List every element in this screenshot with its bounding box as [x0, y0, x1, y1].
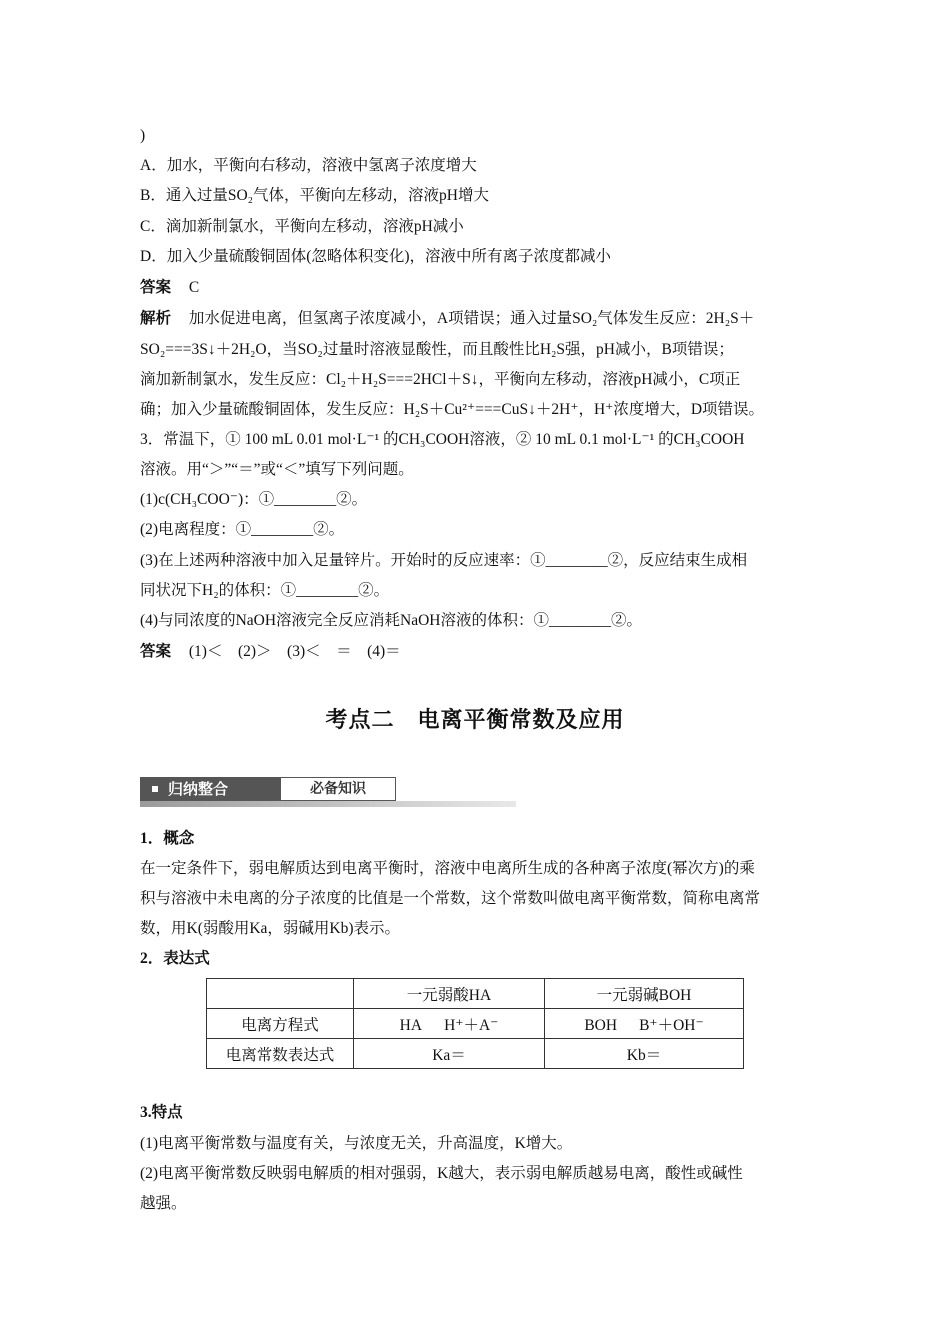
- table-header-cell: 一元弱酸HA: [354, 979, 545, 1009]
- analysis-line-2: SO₂===3S↓＋2H₂O，当SO₂过量时溶液显酸性，而且酸性比H₂S强，pH减小，B项错误；: [140, 341, 734, 358]
- answer-value: C: [188, 279, 200, 296]
- banner-main: [140, 777, 280, 801]
- table-header-cell: 一元弱碱BOH: [545, 979, 744, 1009]
- banner-main-label: 归纳整合: [168, 780, 229, 798]
- q3-sub-3-line-2: 同状况下H₂的体积：①________②。: [140, 582, 390, 599]
- banner-tag: 必备知识: [280, 777, 396, 801]
- table-row: [207, 1039, 744, 1069]
- concept-heading: 1．概念: [140, 830, 195, 847]
- acid-constant: Ka＝: [354, 1039, 545, 1069]
- answer-label: 答案: [140, 643, 172, 660]
- acid-equation: [354, 1009, 545, 1039]
- option-d: D．加入少量硫酸铜固体(忽略体积变化)，溶液中所有离子浓度都减小: [140, 248, 612, 265]
- acid-right: H⁺＋A⁻: [444, 1016, 499, 1034]
- concept-line-1: 在一定条件下，弱电解质达到电离平衡时，溶液中电离所生成的各种离子浓度(幂次方)的乘: [140, 860, 755, 877]
- option-c: C．滴加新制氯水，平衡向左移动，溶液pH减小: [140, 218, 464, 235]
- concept-line-3: 数，用K(弱酸用Ka，弱碱用Kb)表示。: [140, 920, 401, 937]
- question-paren: ): [140, 127, 146, 144]
- answer-line-q2: [140, 278, 199, 298]
- base-left: BOH: [584, 1016, 618, 1034]
- acid-left: HA: [399, 1016, 423, 1034]
- base-constant: Kb＝: [545, 1039, 744, 1069]
- answer-value: (1)＜ (2)＞ (3)＜ ＝ (4)＝: [188, 643, 401, 660]
- row-label: 电离常数表达式: [207, 1039, 354, 1069]
- table-header-row: [207, 979, 744, 1009]
- analysis-text-1: 加水促进电离，但氢离子浓度减小，A项错误；通入过量SO₂气体发生反应：2H₂S＋: [188, 310, 755, 327]
- feature-item-2-line-1: (2)电离平衡常数反映弱电解质的相对强弱，K越大，表示弱电解质越易电离，酸性或碱性: [140, 1165, 743, 1182]
- feature-item-2-line-2: 越强。: [140, 1195, 187, 1212]
- section-banner: [140, 777, 516, 807]
- q3-stem-2: 溶液。用“＞”“＝”或“＜”填写下列问题。: [140, 461, 414, 478]
- option-b: B．通入过量SO₂气体，平衡向左移动，溶液pH增大: [140, 187, 490, 204]
- square-bullet-icon: [152, 786, 158, 792]
- banner-underline: [140, 801, 516, 807]
- analysis-line-1: [140, 309, 754, 329]
- concept-line-2: 积与溶液中未电离的分子浓度的比值是一个常数，这个常数叫做电离平衡常数，简称电离常: [140, 890, 761, 907]
- option-a: A．加水，平衡向右移动，溶液中氢离子浓度增大: [140, 157, 477, 174]
- q3-sub-3-line-1: (3)在上述两种溶液中加入足量锌片。开始时的反应速率：①________②，反应结束生成相: [140, 552, 748, 569]
- analysis-label: 解析: [140, 310, 172, 327]
- answer-line-q3: [140, 642, 401, 662]
- row-label: 电离方程式: [207, 1009, 354, 1039]
- q3-stem-1: 3．常温下，① 100 mL 0.01 mol·L⁻¹ 的CH₃COOH溶液，② 10 mL 0.1 mol·L⁻¹ 的CH₃COOH: [140, 431, 745, 448]
- feature-item-1: (1)电离平衡常数与温度有关，与浓度无关，升高温度，K增大。: [140, 1135, 573, 1152]
- analysis-line-3: 滴加新制氯水，发生反应：Cl₂＋H₂S===2HCl＋S↓，平衡向左移动，溶液pH减小，C项正: [140, 371, 741, 388]
- section-title: 考点二 电离平衡常数及应用: [325, 708, 625, 733]
- base-right: B⁺＋OH⁻: [639, 1016, 704, 1034]
- expression-heading: 2．表达式: [140, 950, 210, 967]
- q3-sub-2: (2)电离程度：①________②。: [140, 521, 345, 538]
- features-heading: 3.特点: [140, 1104, 183, 1121]
- answer-label: 答案: [140, 279, 172, 296]
- q3-sub-1: (1)c(CH₃COO⁻)：①________②。: [140, 491, 368, 508]
- table-row: [207, 1009, 744, 1039]
- q3-sub-4: (4)与同浓度的NaOH溶液完全反应消耗NaOH溶液的体积：①________②。: [140, 612, 642, 629]
- table-header-cell: [207, 979, 354, 1009]
- analysis-line-4: 确；加入少量硫酸铜固体，发生反应：H₂S＋Cu²⁺===CuS↓＋2H⁺，H⁺浓度增大，D项错误。: [140, 401, 765, 418]
- base-equation: [545, 1009, 744, 1039]
- ionization-table: [206, 978, 744, 1069]
